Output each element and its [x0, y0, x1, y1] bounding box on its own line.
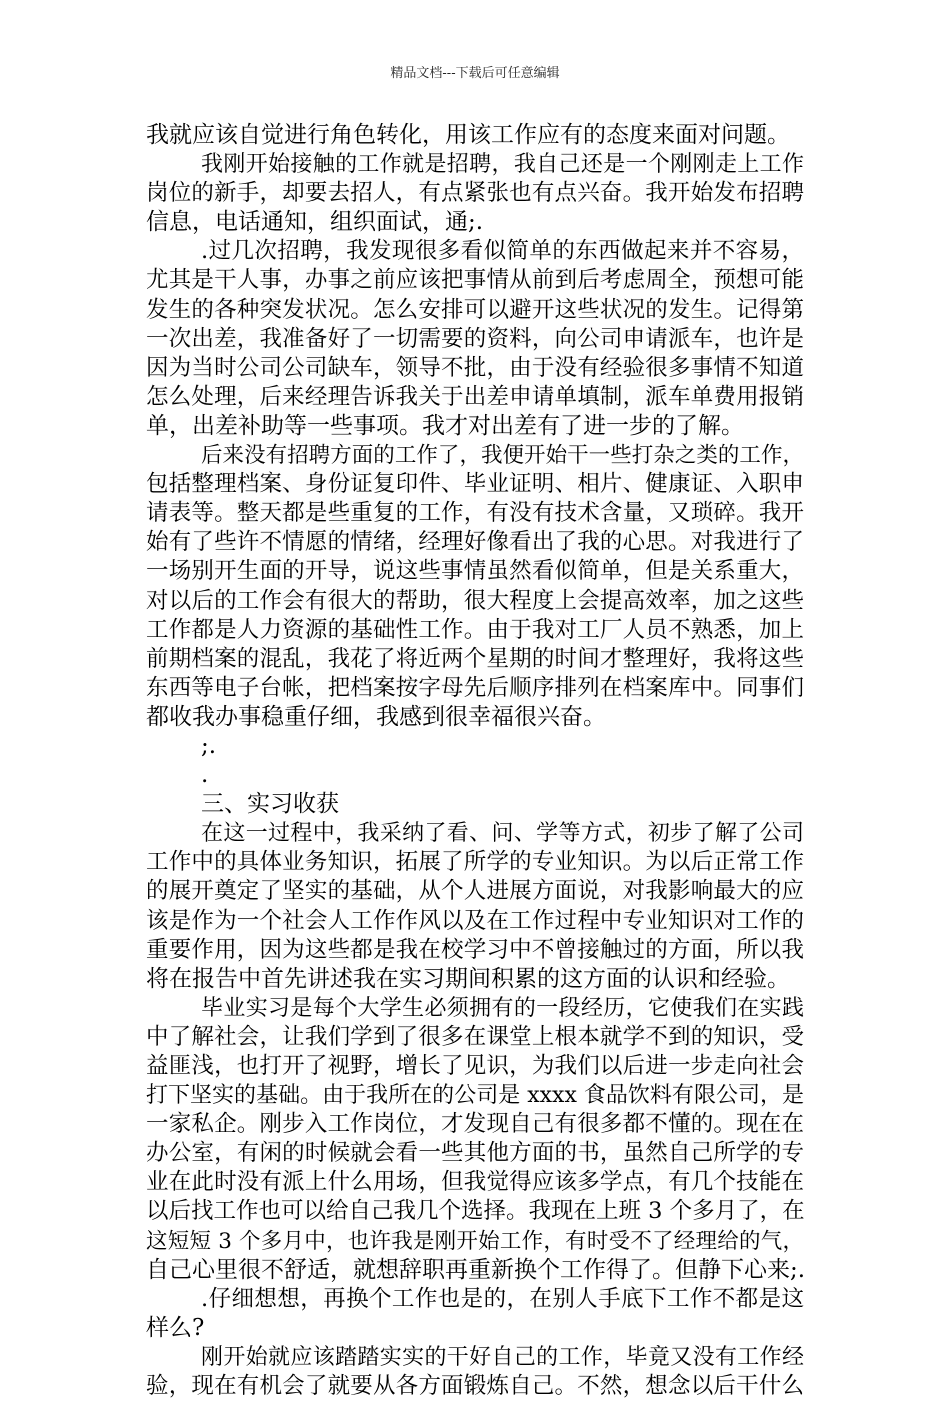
- text-line: 业在此时没有派上什么用场，但我觉得应该多学点，有几个技能在: [146, 1169, 804, 1196]
- text-line: 东西等电子台帐，把档案按字母先后顺序排列在档案库中。同事们: [146, 674, 804, 701]
- text-line: 单，出差补助等一些事项。我才对出差有了进一步的了解。: [146, 412, 744, 439]
- text-line: 将在报告中首先讲述我在实习期间积累的这方面的认识和经验。: [146, 965, 790, 992]
- text-line: 前期档案的混乱，我花了将近两个星期的时间才整理好，我将这些: [146, 645, 804, 672]
- text-line: 因为当时公司公司缺车，领导不批，由于没有经验很多事情不知道: [146, 354, 804, 381]
- text-line: 请表等。整天都是些重复的工作，有没有技术含量，又琐碎。我开: [146, 500, 804, 527]
- text-line: 工作中的具体业务知识，拓展了所学的专业知识。为以后正常工作: [146, 849, 804, 876]
- text-line: .仔细想想，再换个工作也是的，在别人手底下工作不都是这: [201, 1285, 804, 1312]
- text-line: 自己心里很不舒适，就想辞职再重新换个工作得了。但静下心来;.: [146, 1256, 806, 1283]
- text-line: ;.: [201, 732, 217, 759]
- text-line: 怎么处理，后来经理告诉我关于出差申请单填制，派车单费用报销: [146, 383, 804, 410]
- text-line: 尤其是干人事，办事之前应该把事情从前到后考虑周全，预想可能: [146, 267, 804, 294]
- text-line: 在这一过程中，我采纳了看、问、学等方式，初步了解了公司: [201, 821, 804, 847]
- text-line: 岗位的新手，却要去招人，有点紧张也有点兴奋。我开始发布招聘: [146, 180, 804, 207]
- text-line: 这短短 3 个多月中，也许我是刚开始工作，有时受不了经理给的气，: [146, 1228, 804, 1254]
- text-line: 中了解社会，让我们学到了很多在课堂上根本就学不到的知识，受: [146, 1023, 804, 1050]
- text-line: 一家私企。刚步入工作岗位，才发现自己有很多都不懂的。现在在: [146, 1111, 804, 1138]
- text-line: 以后找工作也可以给自己我几个选择。我现在上班 3 个多月了，在: [146, 1198, 805, 1225]
- text-line: 益匪浅，也打开了视野，增长了见识，为我们以后进一步走向社会: [146, 1053, 804, 1079]
- text-line: 后来没有招聘方面的工作了，我便开始干一些打杂之类的工作，: [201, 443, 804, 469]
- text-line: 对以后的工作会有很大的帮助，很大程度上会提高效率，加之这些: [146, 587, 804, 614]
- document-body: [146, 121, 804, 1401]
- text-line: .过几次招聘，我发现很多看似简单的东西做起来并不容易，: [201, 238, 804, 265]
- text-line: 样么?: [146, 1314, 205, 1341]
- page-header: 精品文档---下载后可任意编辑: [390, 66, 560, 81]
- text-line: 重要作用，因为这些都是我在校学习中不曾接触过的方面，所以我: [146, 936, 804, 963]
- text-line: 始有了些许不情愿的情绪，经理好像看出了我的心思。对我进行了: [146, 529, 804, 556]
- text-line: 一场别开生面的开导，说这些事情虽然看似简单，但是关系重大，: [146, 558, 804, 585]
- text-line: 打下坚实的基础。由于我所在的公司是 xxxx 食品饮料有限公司，是: [146, 1083, 804, 1109]
- text-line: 的展开奠定了坚实的基础，从个人进展方面说，对我影响最大的应: [146, 878, 804, 905]
- text-line: 办公室，有闲的时候就会看一些其他方面的书，虽然自己所学的专: [146, 1140, 804, 1167]
- text-line: 我刚开始接触的工作就是招聘，我自己还是一个刚刚走上工作: [201, 152, 804, 178]
- text-line: 一次出差，我准备好了一切需要的资料，向公司申请派车，也许是: [146, 325, 804, 352]
- text-line: 毕业实习是每个大学生必须拥有的一段经历，它使我们在实践: [201, 995, 804, 1021]
- text-line: 都收我办事稳重仔细，我感到很幸福很兴奋。: [146, 703, 606, 730]
- text-line: 包括整理档案、身份证复印件、毕业证明、相片、健康证、入职申: [146, 471, 804, 498]
- text-line: 工作都是人力资源的基础性工作。由于我对工厂人员不熟悉，加上: [146, 616, 804, 643]
- text-line: 我就应该自觉进行角色转化，用该工作应有的态度来面对问题。: [146, 122, 790, 148]
- text-line: 该是作为一个社会人工作作风以及在工作过程中专业知识对工作的: [146, 907, 804, 934]
- text-line: .: [201, 762, 209, 789]
- text-line: 刚开始就应该踏踏实实的干好自己的工作，毕竟又没有工作经: [201, 1344, 804, 1370]
- text-line: 三、实习收获: [201, 791, 339, 818]
- text-line: 验，现在有机会了就要从各方面锻炼自己。不然，想念以后干什么: [146, 1373, 804, 1400]
- text-line: 信息，电话通知，组织面试，通;.: [146, 209, 484, 236]
- text-line: 发生的各种突发状况。怎么安排可以避开这些状况的发生。记得第: [146, 296, 804, 323]
